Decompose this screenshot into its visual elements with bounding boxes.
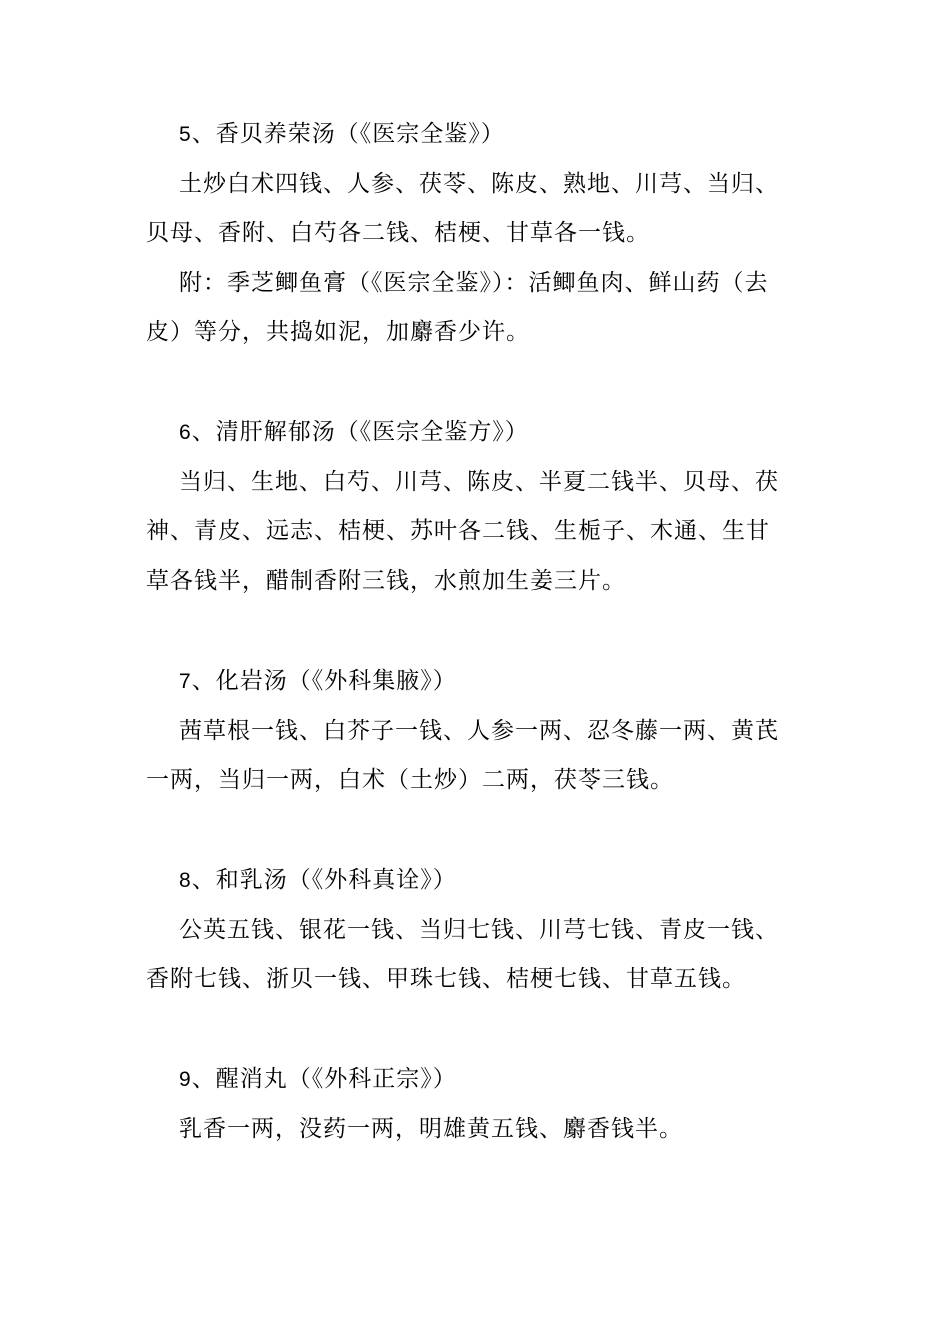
section-9-heading xyxy=(179,1062,810,1097)
section-number: 7 xyxy=(179,670,192,693)
section-6-line-3: 草各钱半，醋制香附三钱，水煎加生姜三片。 xyxy=(146,568,626,594)
section-title: 、清肝解郁汤（《医宗全鉴方》） xyxy=(191,419,529,445)
section-title: 、醒消丸（《外科正宗》） xyxy=(191,1066,457,1092)
section-6-line-2: 神、青皮、远志、桔梗、苏叶各二钱、生栀子、木通、生甘 xyxy=(146,518,770,544)
section-title: 、香贝养荣汤（《医宗全鉴》） xyxy=(191,121,505,147)
section-9-line-1: 乳香一两，没药一两，明雄黄五钱、麝香钱半。 xyxy=(179,1116,683,1142)
section-7-line-2: 一两，当归一两，白术（土炒）二两，茯苓三钱。 xyxy=(146,767,674,793)
section-7-heading xyxy=(179,664,810,699)
section-8-line-1: 公英五钱、银花一钱、当归七钱、川芎七钱、青皮一钱、 xyxy=(179,917,779,943)
section-number: 6 xyxy=(179,421,192,444)
section-5-appendix-line-2: 皮）等分，共捣如泥，加麝香少许。 xyxy=(146,319,530,345)
section-7-line-1: 茜草根一钱、白芥子一钱、人参一两、忍冬藤一两、黄芪 xyxy=(179,718,779,744)
section-title: 、和乳汤（《外科真诠》） xyxy=(191,867,457,893)
section-6-line-1: 当归、生地、白芍、川芎、陈皮、半夏二钱半、贝母、茯 xyxy=(179,469,779,495)
section-8-heading xyxy=(179,863,810,898)
section-5-line-2: 贝母、香附、白芍各二钱、桔梗、甘草各一钱。 xyxy=(146,220,650,246)
section-number: 9 xyxy=(179,1068,192,1091)
section-5-appendix-line-1: 附：季芝鲫鱼膏（《医宗全鉴》）：活鲫鱼肉、鲜山药（去 xyxy=(179,270,769,296)
section-number: 8 xyxy=(179,869,192,892)
section-number: 5 xyxy=(179,123,192,146)
section-title: 、化岩汤（《外科集腋》） xyxy=(191,668,457,694)
section-5-heading xyxy=(179,117,810,152)
section-5-line-1: 土炒白术四钱、人参、茯苓、陈皮、熟地、川芎、当归、 xyxy=(179,171,779,197)
section-6-heading xyxy=(179,415,810,450)
section-8-line-2: 香附七钱、浙贝一钱、甲珠七钱、桔梗七钱、甘草五钱。 xyxy=(146,966,746,992)
